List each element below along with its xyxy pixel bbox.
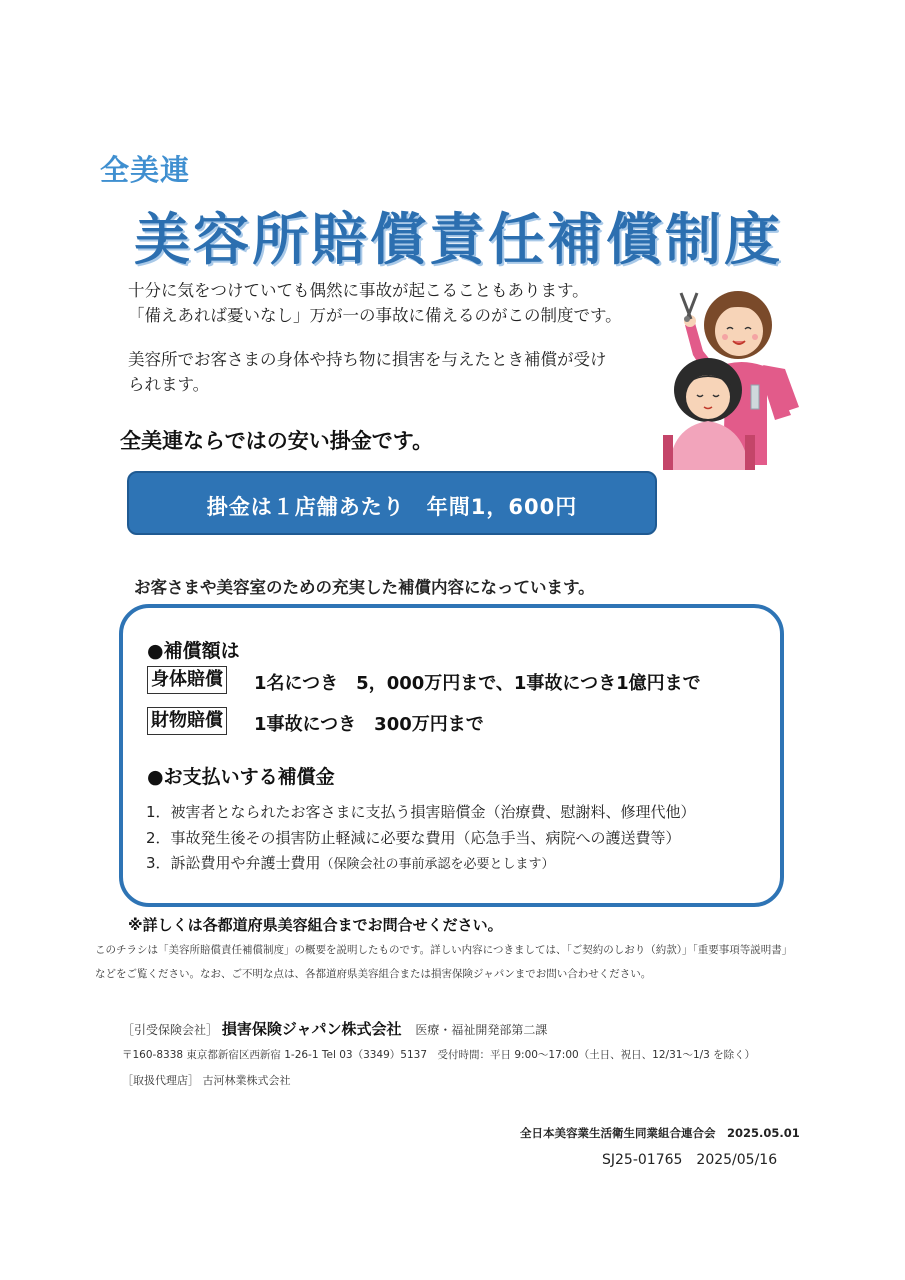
page-title: 美容所賠償責任補償制度 — [134, 208, 783, 273]
disclaimer-line-1: このチラシは「美容所賠償責任補償制度」の概要を説明したものです。詳しい内容につきましては、「ご契約のしおり（約款）」「重要事項等説明書」 — [95, 944, 793, 956]
agent-name: 古河林業株式会社 — [202, 1074, 291, 1087]
insurer-department: 医療・福祉開発部第二課 — [415, 1023, 548, 1037]
intro-line-3: 美容所でお客さまの身体や持ち物に損害を与えたとき補償が受け — [128, 350, 607, 369]
customer-face — [686, 375, 730, 419]
payment-item-2-text: 2．事故発生後その損害防止軽減に必要な費用（応急手当、病院への護送費等） — [146, 829, 681, 847]
payment-item-2 — [146, 827, 681, 848]
intro-line-1: 十分に気をつけていても偶然に事故が起こることもあります。 — [128, 281, 589, 300]
payments-heading: ●お支払いする補償金 — [147, 766, 335, 788]
inquiry-note: ※詳しくは各都道府県美容組合までお問合せください。 — [128, 916, 503, 934]
property-damage-value: 1事故につき 300万円まで — [254, 714, 484, 735]
insurer-name: 損害保険ジャパン株式会社 — [221, 1020, 402, 1038]
payment-item-1 — [146, 801, 696, 822]
coverage-heading: ●補償額は — [147, 640, 240, 662]
agent-row — [122, 1072, 291, 1088]
document-code: SJ25-01765 2025/05/16 — [602, 1152, 778, 1168]
property-damage-tag: 財物賠償 — [147, 707, 227, 735]
cheap-premium-heading: 全美連ならではの安い掛金です。 — [120, 429, 434, 453]
insurer-row — [122, 1018, 547, 1039]
bodily-injury-tag: 身体賠償 — [147, 666, 227, 694]
premium-amount: 掛金は１店舗あたり 年間1，600円 — [206, 495, 578, 519]
payment-item-3 — [146, 852, 555, 873]
intro-line-2: 「備えあれば憂いなし」万が一の事故に備えるのがこの制度です。 — [128, 306, 622, 325]
agent-label: ［取扱代理店］ — [122, 1074, 199, 1087]
premium-banner — [127, 471, 657, 535]
bodily-injury-value: 1名につき 5，000万円まで、1事故につき1億円まで — [254, 673, 701, 694]
payment-item-3-note: （保険会社の事前承認を必要とします） — [320, 857, 555, 872]
issuer-and-date: 全日本美容業生活衛生同業組合連合会 2025.05.01 — [520, 1126, 800, 1140]
payment-item-1-text: 1．被害者となられたお客さまに支払う損害賠償金（治療費、慰謝料、修理代他） — [146, 803, 696, 821]
insurer-label: ［引受保険会社］ — [122, 1023, 219, 1037]
disclaimer-line-2: などをご覧ください。なお、ご不明な点は、各都道府県美容組合または損害保険ジャパンまでお問い合わせください。 — [95, 968, 652, 980]
stylist-face — [715, 306, 763, 356]
hairdresser-illustration — [663, 285, 803, 470]
organization-name: 全美連 — [100, 153, 191, 187]
payment-item-3-text: 3．訴訟費用や弁護士費用 — [146, 854, 321, 872]
coverage-lead: お客さまや美容室のための充実した補償内容になっています。 — [134, 578, 595, 597]
intro-line-4: られます。 — [128, 375, 210, 394]
insurer-address: 〒160-8338 東京都新宿区西新宿 1-26-1 Tel 03（3349）5137 受付時間：平日 9:00〜17:00（土日、祝日、12/31〜1/3 を除く） — [122, 1049, 756, 1061]
